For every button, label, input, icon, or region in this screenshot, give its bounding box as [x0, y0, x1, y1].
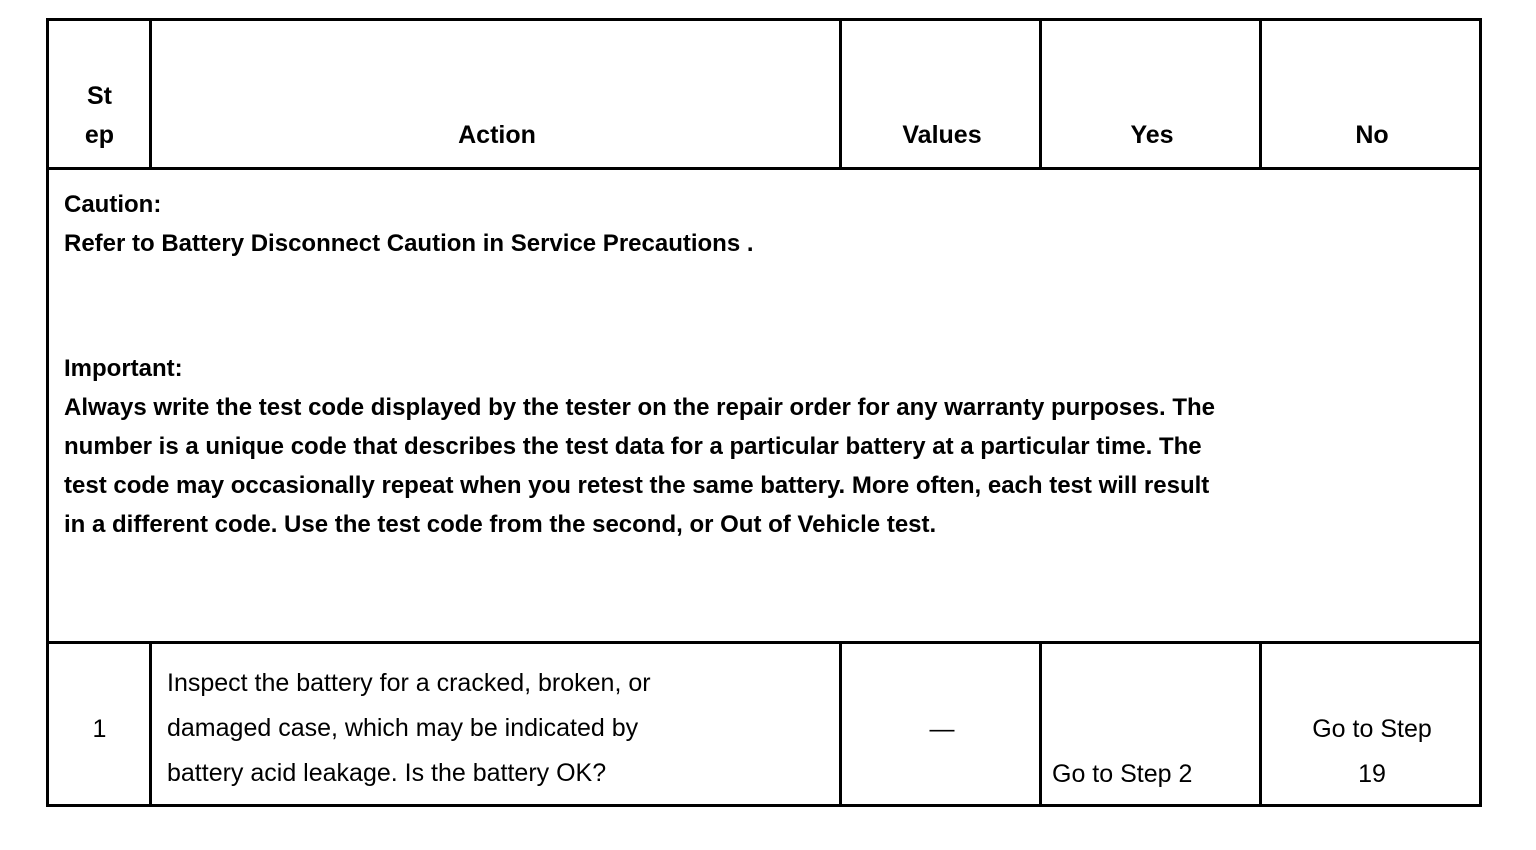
row-action-line: damaged case, which may be indicated by: [167, 714, 639, 742]
header-yes: Yes: [1130, 121, 1174, 149]
row-no-link: [1262, 707, 1482, 797]
row-action-line: Inspect the battery for a cracked, broken, or: [167, 669, 651, 697]
notes-divider: [49, 641, 1479, 644]
important-line: number is a unique code that describes the test data for a particular battery at a particular time. The: [64, 433, 1202, 460]
important-label: Important:: [64, 355, 183, 382]
row-step-number: 1: [92, 715, 107, 743]
caution-text: Refer to Battery Disconnect Caution in Service Precautions .: [64, 230, 754, 257]
important-line: Always write the test code displayed by the tester on the repair order for any warranty purposes. The: [64, 394, 1215, 421]
row-no-line: Go to Step: [1312, 715, 1432, 743]
notes-section: [64, 185, 1444, 544]
caution-label: Caution:: [64, 191, 162, 218]
row-action-line: battery acid leakage. Is the battery OK?: [167, 759, 607, 787]
row-values: —: [929, 715, 955, 743]
header-step: [49, 77, 150, 155]
header-action: Action: [458, 121, 536, 149]
header-divider: [49, 167, 1479, 170]
header-no: No: [1355, 121, 1389, 149]
header-step-line: ep: [84, 121, 115, 149]
row-action-text: [167, 661, 827, 796]
row-yes-link: Go to Step 2: [1052, 760, 1193, 788]
row-no-line: 19: [1358, 760, 1386, 788]
header-step-line: St: [87, 82, 112, 110]
diagnostic-table: [46, 18, 1482, 807]
header-values: Values: [902, 121, 982, 149]
important-line: test code may occasionally repeat when you retest the same battery. More often, each test will result: [64, 472, 1210, 499]
important-line: in a different code. Use the test code from the second, or Out of Vehicle test.: [64, 511, 937, 538]
